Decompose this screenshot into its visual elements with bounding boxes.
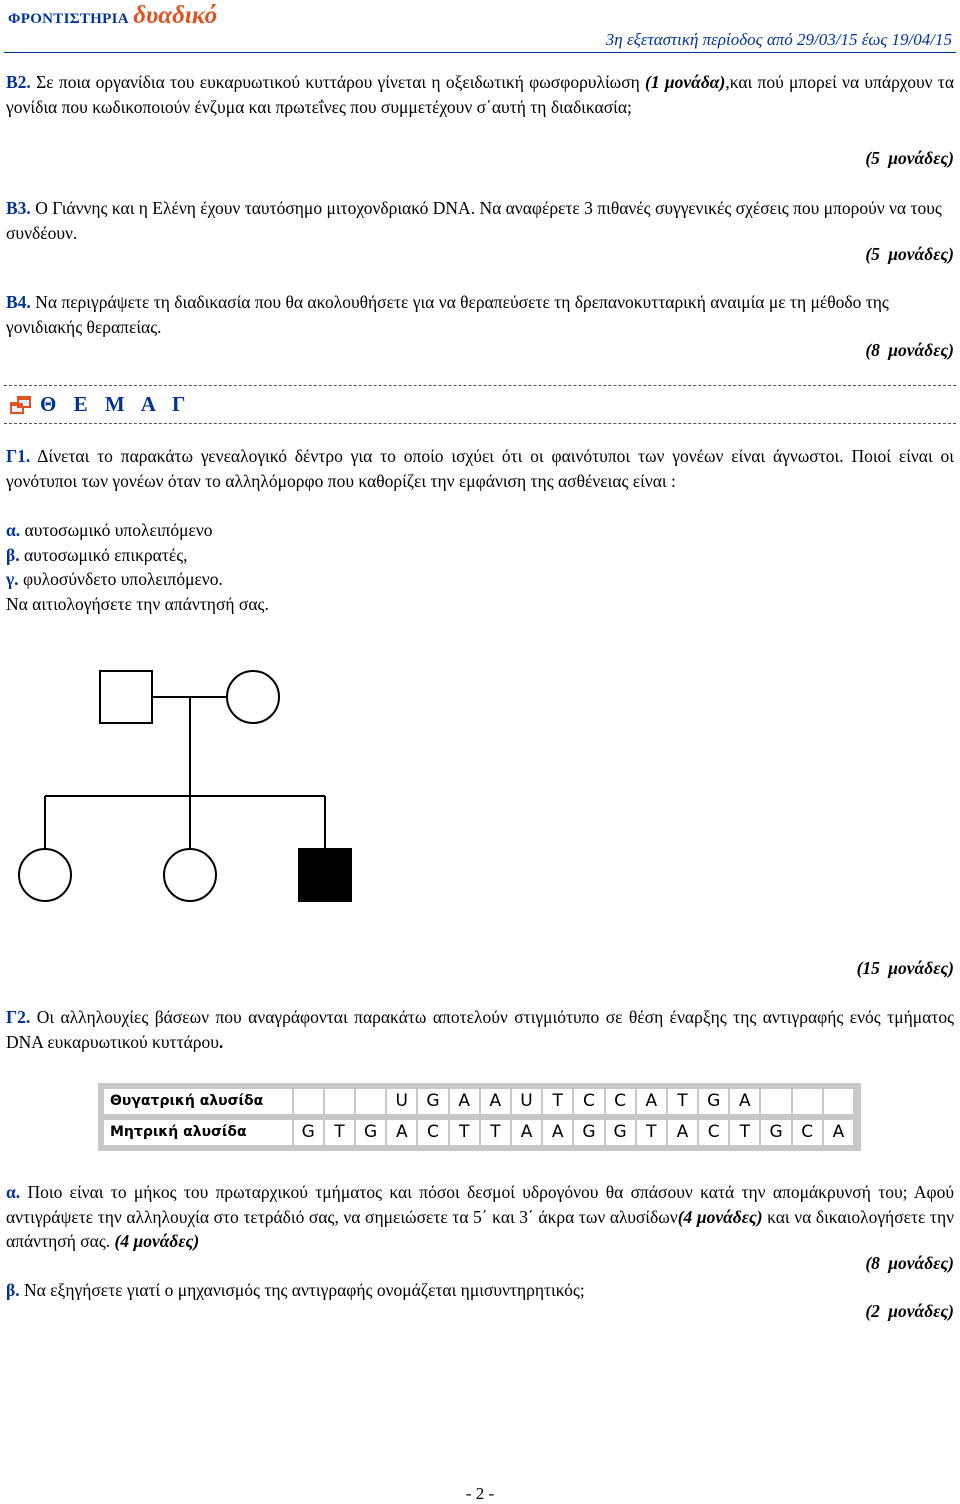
base-cell — [356, 1089, 387, 1114]
base-cell — [793, 1089, 824, 1114]
question-g1-label: Γ1. — [6, 446, 31, 466]
question-b4 — [6, 290, 954, 339]
base-cell: T — [730, 1120, 761, 1145]
child-female-symbol — [19, 849, 71, 901]
base-cell: C — [699, 1120, 730, 1145]
question-b4-label: Β4. — [6, 292, 31, 312]
base-cell: A — [668, 1120, 699, 1145]
base-cell: A — [512, 1120, 543, 1145]
base-cell: C — [418, 1120, 449, 1145]
pedigree-diagram — [0, 660, 420, 920]
question-b4-marks: (8 μονάδες) — [865, 340, 954, 360]
base-cell — [761, 1089, 792, 1114]
question-g2-label: Γ2. — [6, 1007, 31, 1027]
question-g1-closing: Να αιτιολογήσετε την απάντησή σας. — [6, 593, 269, 614]
question-b3-marks: (5 μονάδες) — [865, 244, 954, 264]
question-g1-options — [6, 518, 954, 616]
base-cell: G — [356, 1120, 387, 1145]
dna-sequence-table — [98, 1083, 861, 1151]
base-cell: G — [294, 1120, 325, 1145]
daughter-strand-row — [104, 1089, 855, 1114]
base-cell: A — [543, 1120, 574, 1145]
base-cell: A — [481, 1089, 512, 1114]
brand-prefix: ΦΡΟΝΤΙΣΤΗΡΙΑ — [8, 11, 129, 27]
question-g1-marks: (15 μονάδες) — [856, 958, 954, 978]
base-cell: G — [574, 1120, 605, 1145]
question-g2b: β. Να εξηγήσετε γιατί ο μηχανισμός της αντιγραφής ονομάζεται ημισυντηρητικός; — [6, 1280, 585, 1300]
option-a: α. αυτοσωμικό υπολειπόμενο — [6, 520, 213, 540]
question-g2a-marks: (8 μονάδες) — [865, 1253, 954, 1273]
question-b2-marks: (5 μονάδες) — [865, 148, 954, 168]
section-title — [10, 392, 191, 417]
base-cell: T — [668, 1089, 699, 1114]
base-cell: A — [450, 1089, 481, 1114]
daughter-strand-label: Θυγατρική αλυσίδα — [104, 1089, 294, 1114]
question-g2b-marks: (2 μονάδες) — [865, 1301, 954, 1321]
option-b: β. αυτοσωμικό επικρατές, — [6, 544, 188, 565]
base-cell: G — [761, 1120, 792, 1145]
base-cell: U — [387, 1089, 418, 1114]
parent-female-symbol — [227, 671, 279, 723]
base-cell: G — [606, 1120, 637, 1145]
base-cell — [824, 1089, 855, 1114]
window-icon — [10, 395, 32, 415]
base-cell: T — [543, 1089, 574, 1114]
question-g2b-label: β. — [6, 1280, 20, 1300]
question-b3 — [6, 196, 954, 245]
question-g2: Γ2. Οι αλληλουχίες βάσεων που αναγράφονται παρακάτω αποτελούν στιγμιότυπο σε θέση έναρξης της αντιγραφής ενός τμήματος DNA ευκαρυωτικού κυττάρου. — [6, 1007, 954, 1052]
question-g2-text: Οι αλληλουχίες βάσεων που αναγράφονται παρακάτω αποτελούν στιγμιότυπο σε θέση έναρξης της αντιγραφής ενός τμήματος DNA ευκαρυωτικού κυττάρου — [6, 1007, 954, 1052]
question-b4-text: Να περιγράψετε τη διαδικασία που θα ακολουθήσετε για να θεραπεύσετε τη δρεπανοκυτταρική αναιμία με τη μέθοδο της γονιδιακής θεραπείας. — [6, 292, 889, 337]
exam-period: 3η εξεταστική περίοδος από 29/03/15 έως 19/04/15 — [605, 30, 952, 49]
section-divider-bottom — [4, 423, 956, 424]
base-cell: G — [699, 1089, 730, 1114]
base-cell: U — [512, 1089, 543, 1114]
child-female-symbol — [164, 849, 216, 901]
base-cell: T — [325, 1120, 356, 1145]
base-cell: C — [793, 1120, 824, 1145]
base-cell: A — [824, 1120, 855, 1145]
brand-logo — [8, 2, 217, 30]
child-male-affected-symbol — [299, 849, 351, 901]
question-b2-text-a: Σε ποια οργανίδια του ευκαρυωτικού κυττάρου γίνεται η οξειδωτική φωσφορυλίωση — [30, 72, 646, 92]
page-number: - 2 - — [465, 1484, 495, 1503]
base-cell: A — [637, 1089, 668, 1114]
question-b2 — [6, 70, 954, 119]
parent-male-symbol — [100, 671, 152, 723]
parent-strand-row — [104, 1120, 855, 1145]
base-cell — [325, 1089, 356, 1114]
question-b2-subpoints: (1 μονάδα) — [645, 72, 726, 92]
header-divider — [4, 52, 956, 53]
section-divider-top — [4, 385, 956, 386]
question-g1 — [6, 444, 954, 493]
base-cell: C — [574, 1089, 605, 1114]
question-b3-label: Β3. — [6, 198, 31, 218]
option-c: γ. φυλοσύνδετο υπολειπόμενο. — [6, 569, 223, 589]
base-cell: A — [730, 1089, 761, 1114]
base-cell — [294, 1089, 325, 1114]
question-g2a: α. Ποιο είναι το μήκος του πρωταρχικού τμήματος και πόσοι δεσμοί υδρογόνου θα σπάσουν κατά την απομάκρυνσή του; Αφού αντιγράψετε την αλληλουχία στο τετράδιό σας, να σημειώσετε τα 5΄ και 3΄ άκρα των αλυσίδων(4 μονάδες) και να δικαιολογήσετε την απάντησή σας. (4 μονάδες) — [6, 1182, 955, 1251]
base-cell: A — [387, 1120, 418, 1145]
base-cell: T — [450, 1120, 481, 1145]
question-b2-text-c: ,και πού μπορεί να υπάρχουν τα γονίδια που κωδικοποιούν ένζυμα και πρωτεΐνες που συμμετέχουν σ΄αυτή τη διαδικασία; — [6, 72, 954, 117]
parent-strand-label: Μητρική αλυσίδα — [104, 1120, 294, 1145]
base-cell: T — [481, 1120, 512, 1145]
base-cell: C — [606, 1089, 637, 1114]
question-b2-label: Β2. — [6, 72, 31, 92]
brand-name: δυαδικό — [133, 2, 218, 29]
question-g2a-label: α. — [6, 1182, 21, 1202]
base-cell: G — [418, 1089, 449, 1114]
section-title-text: Θ Ε Μ Α Γ — [40, 392, 192, 416]
base-cell: T — [637, 1120, 668, 1145]
question-b3-text: Ο Γιάννης και η Ελένη έχουν ταυτόσημο μιτοχονδριακό DNA. Να αναφέρετε 3 πιθανές συγγενικές σχέσεις που μπορούν να τους συνδέουν. — [6, 198, 942, 243]
question-g1-text: Δίνεται το παρακάτω γενεαλογικό δέντρο για το οποίο ισχύει ότι οι φαινότυποι των γονέων είναι άγνωστοι. Ποιοί είναι οι γονότυποι των γονέων όταν το αλληλόμορφο που καθορίζει την εμφάνιση της ασθένειας είναι : — [6, 446, 954, 491]
